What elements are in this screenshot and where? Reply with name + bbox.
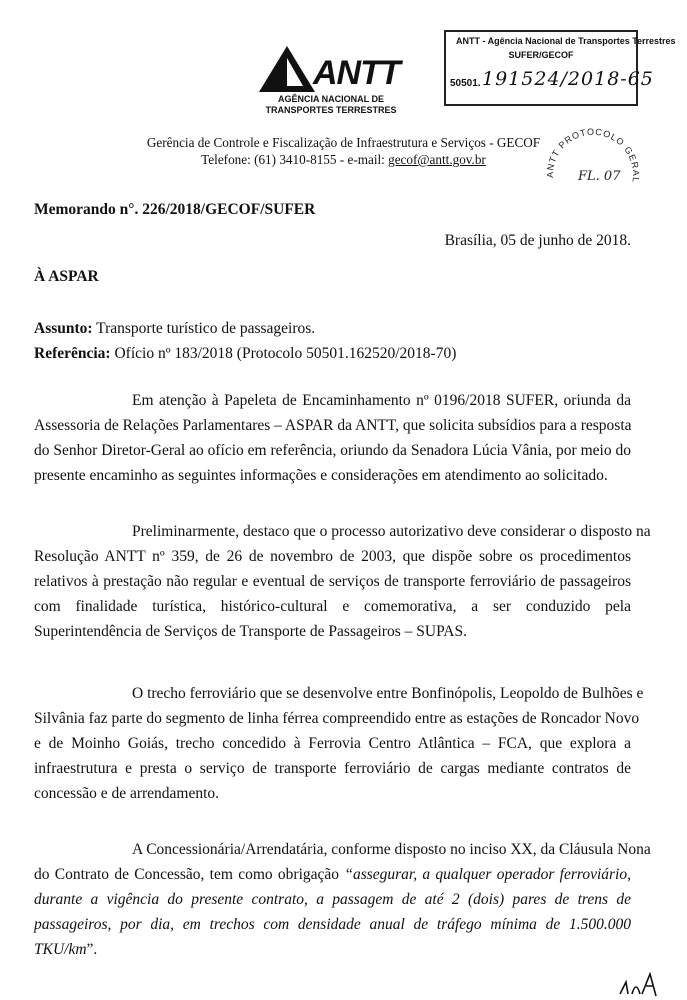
stamp-handwritten-number: 191524/2018-65 [482, 68, 654, 90]
contact-line: Telefone: (61) 3410-8155 - e-mail: gecof@antt.gov.br [201, 152, 486, 167]
unit-line: Gerência de Controle e Fiscalização de Infraestrutura e Serviços - GECOF [146, 135, 541, 150]
memo-subject: Assunto: Transporte turístico de passageiros. [34, 320, 316, 337]
antt-logo [255, 42, 405, 120]
stamp-prefix: 50501. [450, 78, 481, 89]
stamp-agency: ANTT - Agência Nacional de Transportes Terrestres [456, 36, 676, 46]
antt-triangle-icon [257, 44, 317, 94]
memo-title: Memorando n°. 226/2018/GECOF/SUFER [34, 201, 316, 218]
memo-date: Brasília, 05 de junho de 2018. [444, 232, 631, 249]
paragraph-2: Preliminarmente, destaco que o processo autorizativo deve considerar o disposto na Resolução ANTT nº 359, de 26 de novembro de 2003, que dispõe sobre os procedimentos relativos à prestação não regular e eventual de serviços de transporte ferroviário de passageiros com finalidade turística, histórico-cultural e comemorativa, a ser conduzido pela Superintendência de Serviços de Transporte de Passageiros – SUPAS. [34, 523, 651, 640]
paragraph-1: Em atenção à Papeleta de Encaminhamento nº 0196/2018 SUFER, oriunda da Assessoria de Relações Parlamentares – ASPAR da ANTT, que solicita subsídios para a resposta do Senhor Diretor-Geral ao ofício em referência, oriundo da Senadora Lúcia Vânia, por meio do presente encaminho as seguintes informações e considerações em atendimento ao solicitado. [34, 392, 632, 484]
stamp-unit: SUFER/GECOF [508, 50, 574, 60]
memo-reference: Referência: Ofício nº 183/2018 (Protocolo 50501.162520/2018-70) [34, 345, 457, 362]
agency-name: AGÊNCIA NACIONAL DE TRANSPORTES TERRESTRES [265, 94, 397, 115]
logo-wordmark: ANTT [313, 54, 400, 92]
paragraph-3: O trecho ferroviário que se desenvolve entre Bonfinópolis, Leopoldo de Bulhões e Silvânia faz parte do segmento de linha férrea compreendido entre as estações de Roncador Novo e de Moinho Goiás, trecho concedido à Ferrovia Centro Atlântica – FCA, que explora a infraestrutura e presta o serviço de transporte ferroviário de cargas mediante contratos de concessão e de arrendamento. [34, 685, 644, 802]
round-stamp-folio: FL. 07 [578, 169, 621, 184]
memo-recipient: À ASPAR [34, 268, 99, 285]
email-link[interactable]: gecof@antt.gov.br [388, 152, 486, 167]
round-stamp-text: ANTT PROTOCOLO GERAL [544, 126, 642, 184]
protocol-stamp [444, 30, 676, 106]
paragraph-4: A Concessionária/Arrendatária, conforme disposto no inciso XX, da Cláusula Nona do Contrato de Concessão, tem como obrigação “assegurar, a qualquer operador ferroviário, durante a vigência do presente contrato, a passagem de até 2 (dois) pares de trens de passageiros, por dia, em trechos com densidade anual de tráfego mínima de 1.500.000 TKU/km”. [34, 841, 651, 958]
handwritten-initials [616, 972, 666, 998]
